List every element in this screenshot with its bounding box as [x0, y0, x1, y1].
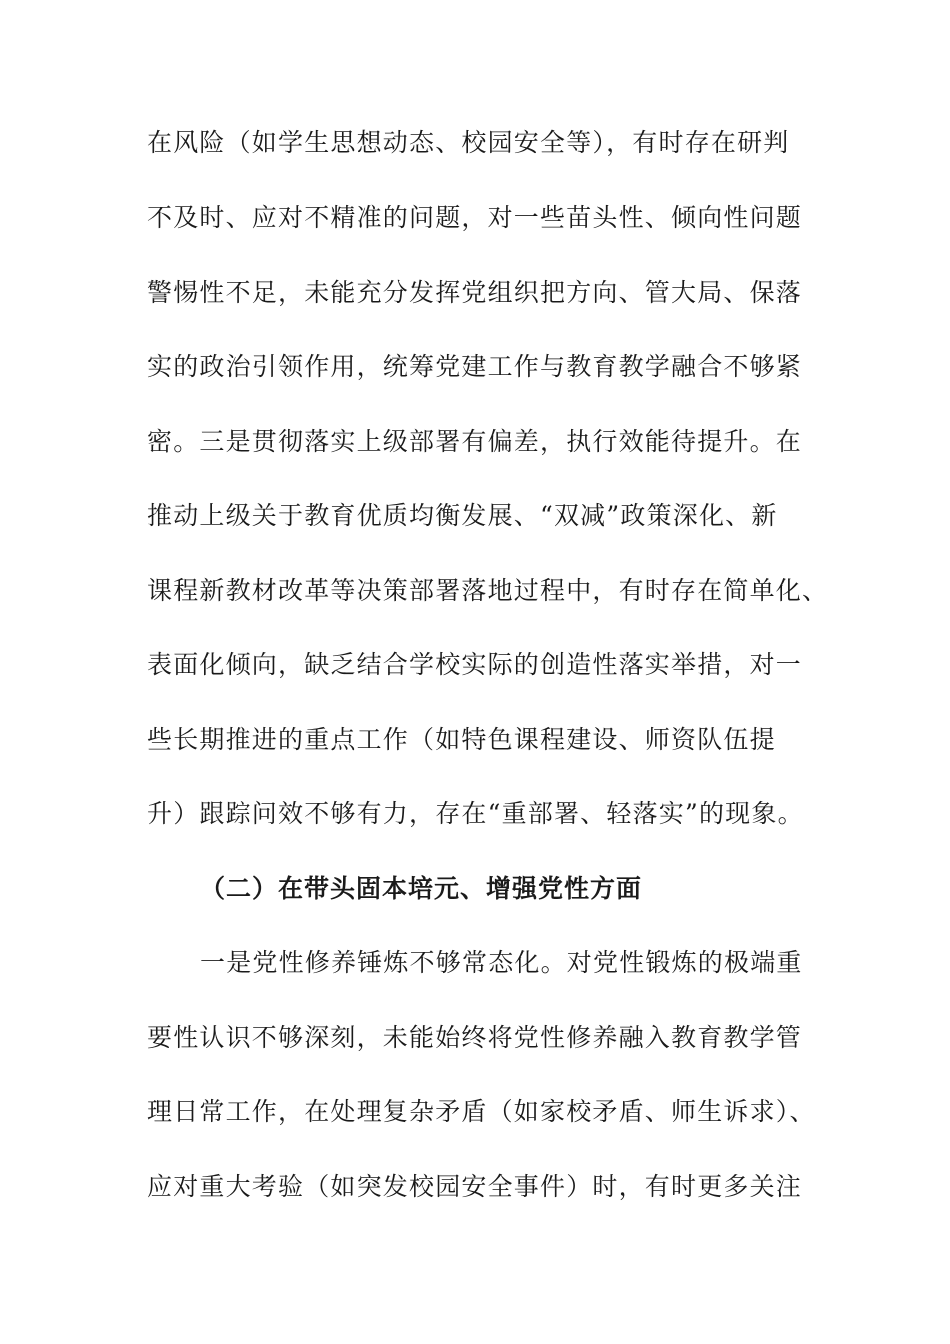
text-line: 在风险（如学生思想动态、校园安全等），有时存在研判 [147, 128, 790, 157]
text-line: 升）跟踪问效不够有力，存在“重部署、轻落实”的现象。 [147, 799, 804, 828]
text-line: 推动上级关于教育优质均衡发展、“双减”政策深化、新 [147, 501, 778, 530]
text-line: 实的政治引领作用，统筹党建工作与教育教学融合不够紧 [147, 352, 803, 381]
text-line: 理日常工作，在处理复杂矛盾（如家校矛盾、师生诉求）、 [147, 1097, 816, 1126]
text-line: 课程新教材改革等决策部署落地过程中，有时存在简单化、 [147, 576, 829, 605]
section-heading: （二）在带头固本培元、增强党性方面 [200, 874, 643, 903]
text-line: 表面化倾向，缺乏结合学校实际的创造性落实举措，对一 [147, 650, 803, 679]
text-line: 密。三是贯彻落实上级部署有偏差，执行效能待提升。在 [147, 427, 803, 456]
text-line: 警惕性不足，未能充分发挥党组织把方向、管大局、保落 [147, 278, 803, 307]
text-line: 一是党性修养锤炼不够常态化。对党性锻炼的极端重 [200, 948, 803, 977]
text-line: 应对重大考验（如突发校园安全事件）时，有时更多关注 [147, 1172, 803, 1201]
text-line: 不及时、应对不精准的问题，对一些苗头性、倾向性问题 [147, 203, 803, 232]
text-line: 要性认识不够深刻，未能始终将党性修养融入教育教学管 [147, 1023, 803, 1052]
text-line: 些长期推进的重点工作（如特色课程建设、师资队伍提 [147, 725, 776, 754]
